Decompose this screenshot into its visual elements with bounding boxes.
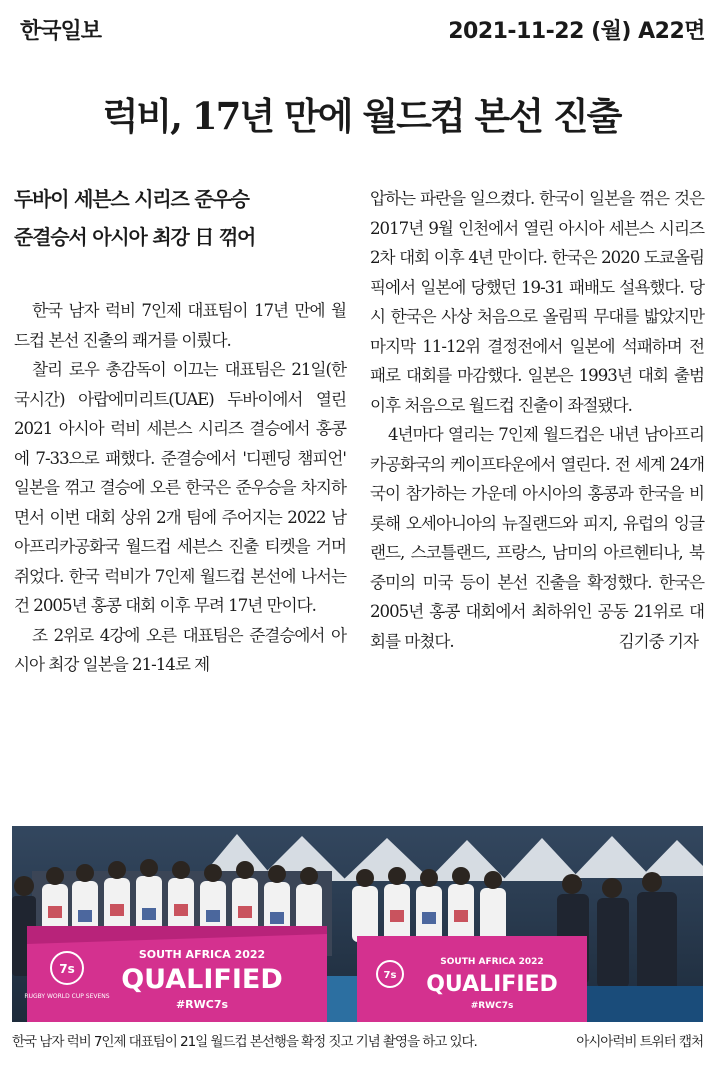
body-paragraph-text: 4년마다 열리는 7인제 월드컵은 내년 남아프리카공화국의 케이프타운에서 열린다. 전 세계 24개국이 참가하는 가운데 아시아의 홍콩과 한국을 비롯해 오세아니아의 뉴질랜드와 피지, 유럽의 잉글랜드, 스코틀랜드, 프랑스, 남미의 아르헨티나, 북중미의 미국 등이 본선 진출을 확정했다. 한국은 2005년 홍콩 대회에서 최하위인 공동 21위로 대회를 마쳤다. — [370, 425, 704, 651]
body-paragraph: 조 2위로 4강에 오른 대표팀은 준결승에서 아시아 최강 일본을 21-14로 제 — [14, 625, 346, 674]
issue-date-page: 2021-11-22 (월) A22면 — [448, 19, 705, 44]
team-photo — [12, 826, 703, 1022]
svg-text:7s: 7s — [383, 970, 397, 981]
body-paragraph: 찰리 로우 총감독이 이끄는 대표팀은 21일(한국시간) 아랍에미리트(UAE) 두바이에서 열린 2021 아시아 럭비 세븐스 시리즈 결승에서 홍콩에 7-33으로 패했다. 준결승에서 '디펜딩 챔피언' 일본을 꺾고 결승에 오른 한국은 준우승을 차지하면서 이번 대회 상위 2개 팀에 주어지는 2022 남아프리카공화국 월드컵 세븐스 진출 티켓을 거머쥐었다. 한국 럭비가 7인제 월드컵 본선에 나서는 건 2005년 홍콩 대회 이후 무려 17년 만이다. — [14, 360, 346, 615]
article-subheadline — [14, 180, 346, 256]
photo-caption — [12, 1030, 703, 1050]
qualified-banner-right — [357, 936, 587, 1022]
body-paragraph: 한국 남자 럭비 7인제 대표팀이 17년 만에 월드컵 본선 진출의 쾌거를 이뤘다. — [14, 301, 346, 350]
caption-text: 한국 남자 럭비 7인제 대표팀이 21일 월드컵 본선행을 확정 짓고 기념 촬영을 하고 있다. — [12, 1034, 477, 1050]
paper-name: 한국일보 — [20, 19, 102, 44]
article-column-right — [370, 184, 704, 656]
byline: 김기중 기자 — [618, 631, 698, 651]
body-paragraph: 압하는 파란을 일으켰다. 한국이 일본을 꺾은 것은 2017년 9월 인천에서 열린 아시아 세븐스 시리즈 2차 대회 이후 4년 만이다. 한국은 2020 도쿄올림픽에서 일본에 당했던 19-31 패배도 설욕했다. 당시 한국은 사상 처음으로 올림픽 무대를 밟았지만 마지막 11-12위 결정전에서 일본에 석패하며 전패로 대회를 마감했다. 일본은 1993년 대회 출범 이후 처음으로 월드컵 진출이 좌절됐다. — [370, 189, 704, 415]
masthead — [0, 0, 723, 48]
subheadline-line: 준결승서 아시아 최강 日 꺾어 — [14, 225, 256, 249]
banner-right-line2: QUALIFIED — [426, 972, 558, 997]
photo-credit: 아시아럭비 트위터 캡처 — [576, 1034, 703, 1050]
banner-right-line1: SOUTH AFRICA 2022 — [440, 957, 544, 967]
banner-right-line3: #RWC7s — [470, 1001, 514, 1011]
article-column-left — [14, 180, 346, 680]
svg-text:7s: 7s — [59, 962, 75, 976]
banner-left-line3: #RWC7s — [175, 998, 229, 1011]
banner-left-line2: QUALIFIED — [121, 964, 283, 995]
body-paragraph — [370, 420, 704, 656]
logo-text: RUGBY WORLD CUP SEVENS — [24, 993, 110, 1000]
banner-left-line1: SOUTH AFRICA 2022 — [138, 948, 266, 961]
article-headline: 럭비, 17년 만에 월드컵 본선 진출 — [102, 94, 621, 138]
qualified-banner-left — [24, 926, 327, 1022]
subheadline-line: 두바이 세븐스 시리즈 준우승 — [14, 187, 249, 211]
